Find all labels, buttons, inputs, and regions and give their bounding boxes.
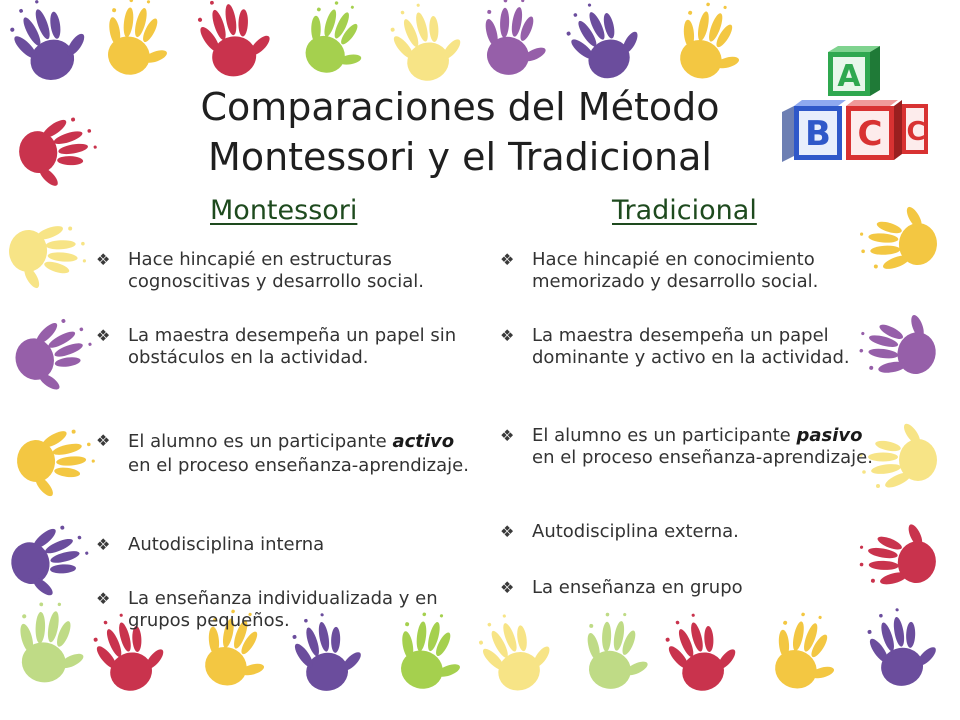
list-item bbox=[96, 534, 486, 556]
handprint-icon bbox=[557, 0, 652, 89]
list-item bbox=[500, 249, 880, 293]
item-text: Autodisciplina externa. bbox=[532, 521, 739, 542]
block-letter-a: A bbox=[837, 59, 861, 94]
block-a bbox=[828, 46, 880, 96]
svg-text:C: C bbox=[906, 117, 926, 147]
handprint-icon bbox=[384, 0, 471, 88]
bullet-icon: ❖ bbox=[96, 535, 111, 554]
block-side bbox=[902, 104, 928, 154]
list-item bbox=[96, 325, 486, 369]
heading-tradicional: Tradicional bbox=[612, 195, 757, 226]
block-b bbox=[782, 100, 846, 162]
block-letter-c: C bbox=[857, 114, 883, 154]
handprint-icon bbox=[475, 0, 557, 81]
bullet-icon: ❖ bbox=[500, 578, 515, 597]
emphasis-word: pasivo bbox=[796, 425, 863, 446]
handprint-icon bbox=[666, 0, 758, 90]
list-item bbox=[96, 249, 486, 293]
handprint-icon bbox=[14, 426, 97, 502]
bullet-icon: ❖ bbox=[500, 250, 515, 269]
item-text: Autodisciplina interna bbox=[128, 534, 325, 555]
handprint-icon bbox=[4, 519, 97, 606]
item-text: La maestra desempeña un papel dominante y activo en la actividad. bbox=[532, 325, 850, 368]
block-c bbox=[846, 100, 902, 160]
handprint-icon bbox=[577, 607, 659, 695]
handprint-icon bbox=[862, 602, 944, 690]
handprint-icon bbox=[659, 605, 746, 698]
item-text: La maestra desempeña un papel sin obstáculos en la actividad. bbox=[128, 325, 457, 368]
handprint-icon bbox=[9, 596, 95, 689]
bullet-icon: ❖ bbox=[500, 522, 515, 541]
handprint-icon bbox=[1, 0, 97, 90]
list-item bbox=[500, 521, 880, 543]
handprint-icon bbox=[14, 112, 102, 194]
handprint-icon bbox=[6, 310, 103, 402]
title-line-2: Montessori y el Tradicional bbox=[208, 135, 712, 179]
bullet-icon: ❖ bbox=[96, 431, 111, 450]
list-item bbox=[500, 325, 880, 369]
handprint-icon bbox=[192, 0, 278, 82]
block-letter-b: B bbox=[805, 114, 831, 154]
item-text: El alumno es un participante activo en el proceso enseñanza-aprendizaje. bbox=[128, 431, 469, 476]
handprint-icon bbox=[6, 219, 89, 295]
handprint-icon bbox=[761, 604, 853, 701]
handprint-icon bbox=[95, 0, 182, 84]
item-text: El alumno es un participante pasivo en el proceso enseñanza-aprendizaje. bbox=[532, 425, 873, 468]
list-item bbox=[500, 577, 880, 599]
list-item bbox=[500, 425, 880, 469]
item-text: Hace hincapié en estructuras cognoscitivas y desarrollo social. bbox=[128, 249, 425, 292]
item-text: La enseñanza individualizada y en grupos pequeños. bbox=[128, 588, 438, 631]
bullet-icon: ❖ bbox=[500, 326, 515, 345]
slide-title bbox=[150, 82, 770, 182]
handprint-icon bbox=[291, 0, 382, 86]
list-item bbox=[96, 430, 476, 478]
item-text: Hace hincapié en conocimiento memorizado y desarrollo social. bbox=[532, 249, 819, 292]
heading-montessori: Montessori bbox=[210, 195, 358, 226]
emphasis-word: activo bbox=[392, 431, 455, 452]
title-line-1: Comparaciones del Método bbox=[200, 85, 720, 129]
abc-blocks-icon bbox=[778, 44, 938, 174]
item-text: La enseñanza en grupo bbox=[532, 577, 743, 598]
bullet-icon: ❖ bbox=[96, 250, 111, 269]
bullet-icon: ❖ bbox=[500, 426, 515, 445]
bullet-icon: ❖ bbox=[96, 589, 111, 608]
bullet-icon: ❖ bbox=[96, 326, 111, 345]
list-item bbox=[96, 588, 486, 632]
